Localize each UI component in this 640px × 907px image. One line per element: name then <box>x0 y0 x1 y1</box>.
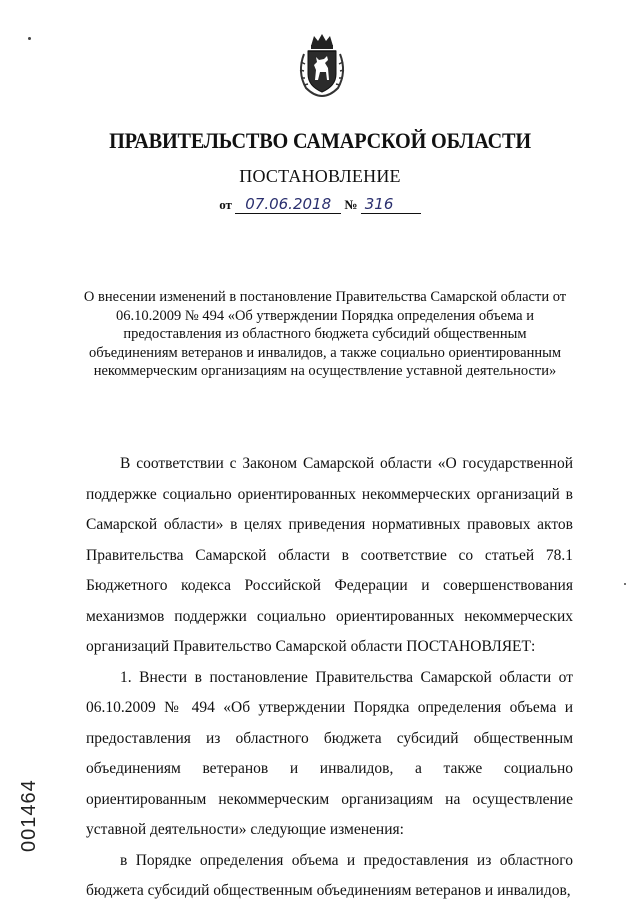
document-body <box>86 449 573 907</box>
date-number-line <box>0 196 640 214</box>
coat-of-arms-icon <box>294 32 350 98</box>
body-paragraph: в Порядке определения объема и предоставления из областного бюджета субсидий общественным объединениям ветеранов и инвалидов, <box>86 851 573 899</box>
number-prefix: № <box>344 197 358 212</box>
scan-speck <box>28 37 31 40</box>
handwritten-number: 316 <box>361 196 421 214</box>
government-title: ПРАВИТЕЛЬСТВО САМАРСКОЙ ОБЛАСТИ <box>109 128 531 153</box>
document-subject: О внесении изменений в постановление Правительства Самарской области от 06.10.2009 № 494 «Об утверждении Порядка определения объема и предоставления из областного бюджета субсидий общественным объединениям ветеранов и инвалидов, а также социально ориентированным некоммерческим организациям на осуществление уставной деятельности» <box>83 289 567 379</box>
scan-speck <box>624 583 626 585</box>
date-prefix: от <box>219 197 232 212</box>
handwritten-date: 07.06.2018 <box>235 196 341 214</box>
document-type: ПОСТАНОВЛЕНИЕ <box>239 166 401 186</box>
body-paragraph: 1. Внести в постановление Правительства Самарской области от 06.10.2009 № 494 «Об утверждении Порядка определения объема и предоставления из областного бюджета субсидий общественным объединениям ветеранов и инвалидов, а также социально ориентированным некоммерческим организациям на осуществление уставной деятельности» следующие изменения: <box>86 668 573 838</box>
body-paragraph: В соответствии с Законом Самарской области «О государственной поддержке социально ориентированных некоммерческих организаций в Самарской области» в целях приведения нормативных правовых актов Правительства Самарской области в соответствие со статьей 78.1 Бюджетного кодекса Российской Федерации и совершенствования механизмов поддержки социально ориентированных некоммерческих организаций Правительство Самарской области ПОСТАНОВЛЯЕТ: <box>86 455 573 655</box>
side-registration-number: 001464 <box>18 779 40 852</box>
